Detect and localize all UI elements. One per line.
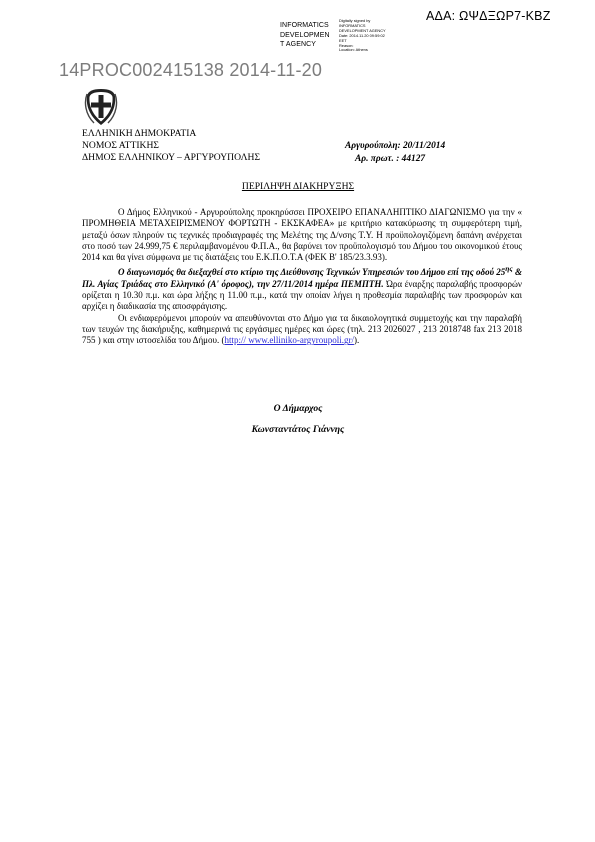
coat-of-arms-icon (84, 88, 118, 126)
document-title-text: ΠΕΡΙΛΗΨΗ ΔΙΑΚΗΡΥΞΗΣ (241, 181, 355, 192)
signer-role: Ο Δήμαρχος (273, 403, 323, 414)
signature-org-line: T AGENCY (280, 41, 317, 48)
signature-details (339, 19, 409, 53)
tender-location-text: Ο διαγωνισμός θα διεξαχθεί στο κτίριο της Διεύθυνσης Τεχνικών Υπηρεσιών του Δήμου επί της οδού 25 (118, 267, 506, 278)
signature-detail-line: EET (339, 37, 347, 43)
ada-code: ΑΔΑ: ΩΨΔΞΩΡ7-ΚΒΖ (426, 9, 551, 23)
signature-detail-line: DEVELOPMENT AGENCY (339, 27, 386, 33)
document-title (82, 181, 514, 192)
issuer-line: ΔΗΜΟΣ ΕΛΛΗΝΙΚΟΥ – ΑΡΓΥΡΟΥΠΟΛΗΣ (82, 152, 261, 163)
signature-detail-line: Reason: (339, 42, 354, 48)
paragraph-tender-details (82, 263, 522, 312)
signature-organization (280, 21, 336, 50)
superscript-ordinal: ης (505, 264, 513, 274)
reference-number: 14PROC002415138 2014-11-20 (59, 60, 323, 80)
issuer-line: ΝΟΜΟΣ ΑΤΤΙΚΗΣ (82, 140, 159, 151)
protocol-number: Αρ. πρωτ. : 44127 (355, 153, 426, 164)
issuer-header (82, 128, 260, 164)
signature-org-line: DEVELOPMEN (280, 31, 330, 39)
tender-date-text: & Πλ. Αγίας Τριάδας στο Ελληνικό (Α' όροφος), την 27/11/2014 ημέρα ΠΕΜΠΤΗ. (82, 267, 522, 289)
paragraph-announcement: Ο Δήμος Ελληνικού - Αργυρούπολης προκηρύσσει ΠΡΟΧΕΙΡΟ ΕΠΑΝΑΛΗΠΤΙΚΟ ΔΙΑΓΩΝΙΣΜΟ για την « ΠΡΟΜΗΘΕΙΑ ΜΕΤΑΧΕΙΡΙΣΜΕΝΟΥ ΦΟΡΤΩΤΗ - ΕΚΣΚΑΦΕΑ» με κριτήριο κατακύρωσης τη συμφερότερη τιμή, μεταξύ όσων πληρούν τις τεχνικές προδιαγραφές της Μελέτης της Δ/νσης Τ.Υ. Η προϋπολογιζόμενη δαπάνη ανέρχεται στο ποσό των 24.999,75 € περιλαμβανομένου Φ.Π.Α., θα βαρύνει τον προϋπολογισμό του Δήμου του οικονομικού έτους 2014 και θα γίνει σύμφωνα με τις διατάξεις του Ε.Κ.Π.Ο.Τ.Α (ΦΕΚ Β' 185/23.3.93). (82, 207, 522, 263)
paragraph-contact (82, 313, 522, 347)
signature-detail-line: Location: Athens (339, 47, 368, 53)
signer-name: Κωνσταντάτος Γιάννης (251, 424, 345, 435)
tender-times-text: Ώρα έναρξης παραλαβής προσφορών ορίζεται η 10.30 π.μ. και ώρα λήξης η 11.00 π.μ., κατά την οποίαν λήγει η προθεσμία παραλαβής των προσφορών και αρχίζει η διαδικασία της αποσφράγισης. (82, 278, 522, 312)
date-protocol-block (345, 140, 445, 165)
signature-detail-line: Date: 2014.11.20 09:59:02 (339, 32, 385, 38)
municipality-website-link[interactable]: http:// www.elliniko-argyroupoli.gr/ (224, 335, 354, 346)
contact-text-end: ). (353, 335, 360, 346)
signature-org-line: INFORMATICS (280, 22, 329, 29)
document-body (82, 207, 522, 347)
signature-detail-line: Digitally signed by (339, 18, 371, 23)
contact-text: Οι ενδιαφερόμενοι μπορούν να απευθύνονται στο Δήμο για τα δικαιολογητικά συμμετοχής και την παραλαβή των τευχών της διακήρυξης, καθημερινά τις εργάσιμες ημέρες και ώρες (τηλ. 213 2026027 , 213 2018748 fax 213 2018 755 ) και στην ιστοσελίδα του Δήμου. ( (82, 312, 522, 346)
signature-detail-line: INFORMATICS (339, 22, 366, 28)
issuer-line: ΕΛΛΗΝΙΚΗ ΔΗΜΟΚΡΑΤΙΑ (82, 128, 197, 139)
place-date: Αργυρούπολη: 20/11/2014 (345, 141, 446, 151)
